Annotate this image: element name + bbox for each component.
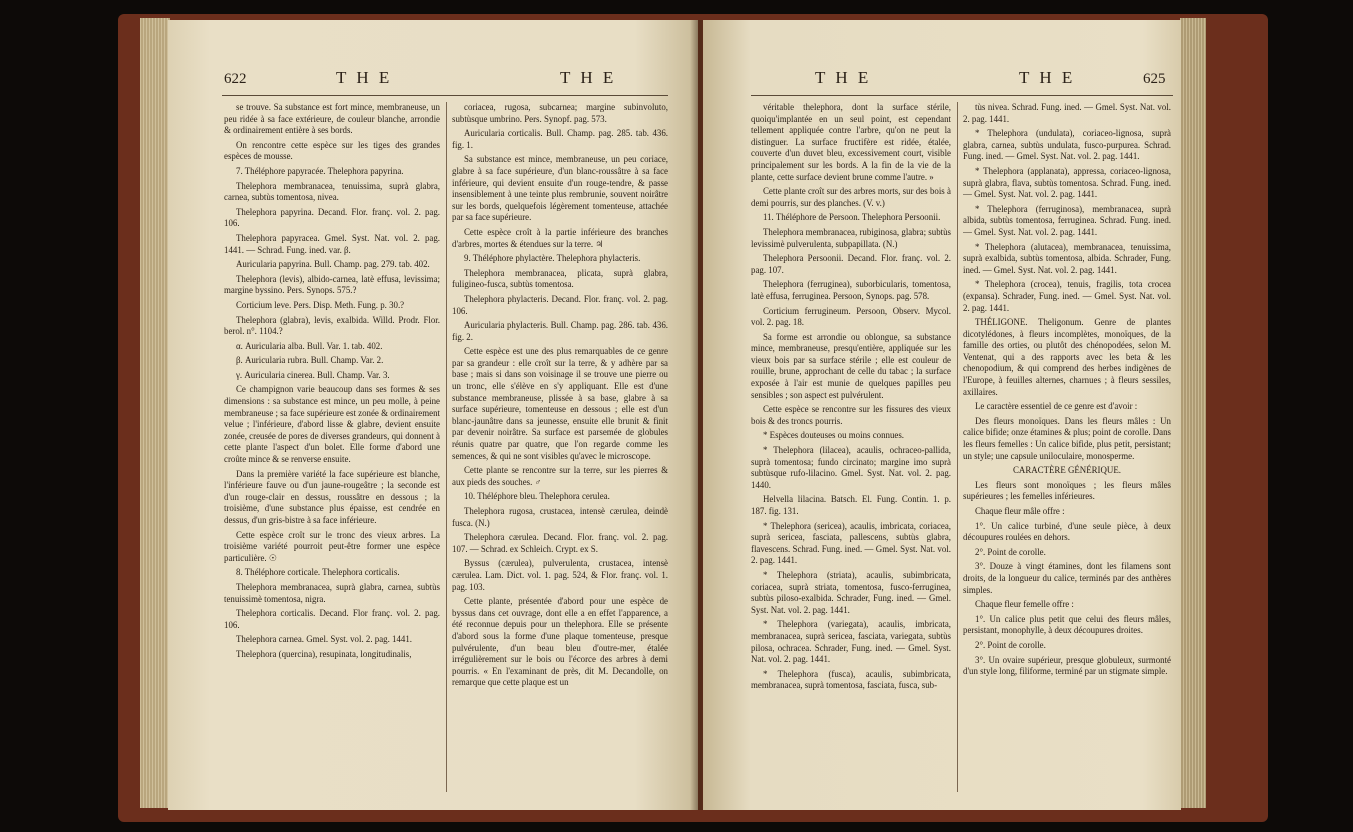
paragraph: Les fleurs sont monoïques ; les fleurs mâles supérieures ; les femelles inférieures.: [963, 479, 1171, 502]
paragraph: Auricularia phylacteris. Bull. Champ. pag. 286. tab. 436. fig. 2.: [452, 320, 668, 342]
paragraph: Chaque fleur femelle offre :: [975, 599, 1074, 610]
paragraph: Sa forme est arrondie ou oblongue, sa substance mince, membraneuse, presqu'entière, appliquée sur les vieux bois par sa surface stérile ; elle est couleur de rouille, brune, approchant de celle du tabac ; la surface exposée à l'air est munie de quelques papilles peu sensibles ; son aspect est pulvérulent.: [751, 331, 951, 400]
paragraph: Sa substance est mince, membraneuse, un peu coriace, glabre à sa face supérieure, d'un blanc-roussâtre à sa face inférieure, qui devient ensuite d'un rouge-tendre, & passe insensiblement à une teinte plus rembrunie, souvent noirâtre sur les bords, quelquefois légèrement tomenteuse, attachée par sa face supérieure.: [452, 154, 668, 223]
paragraph: * Thelephora (striata), acaulis, subimbricata, coriacea, suprà striata, tomentosa, fusco-ferruginea, subtùs piloso-exalbida. Schrader, Fung. ined. — Gmel. Syst. Nat. vol. 2. pag. 1441.: [751, 569, 951, 615]
paragraph: Cette espèce croît à la partie inférieure des branches d'arbres, mortes & étendues sur la terre. ♃: [452, 226, 668, 249]
paragraph: γ. Auricularia cinerea. Bull. Champ. Var. 3.: [236, 369, 390, 380]
paragraph: Auricularia papyrina. Bull. Champ. pag. 279. tab. 402.: [236, 259, 430, 270]
paragraph: Ce champignon varie beaucoup dans ses formes & ses dimensions : sa substance est mince, un peu molle, à peine membraneuse ; sa face supérieure est zonée & ordinairement velue ; l'inférieure, d'abord lisse & glabre, devient ensuite zonée, creusée de pores de diverses grandeurs, qui donnent à cette plante l'aspect d'un bolet. Elle forme d'abord une croûte mince & se renverse ensuite.: [224, 384, 440, 465]
paragraph: * Thelephora (variegata), acaulis, imbricata, membranacea, suprà sericea, fasciata, variegata, subtùs pilosa, ochracea. Schrader, Fung. ined. — Gmel. Syst. Nat. vol. 2. pag. 1441.: [751, 619, 951, 665]
paragraph: 7. Théléphore papyracée. Thelephora papyrina.: [236, 165, 404, 176]
paragraph: Thelephora papyracea. Gmel. Syst. Nat. vol. 2. pag. 1441. — Schrad. Fung. ined. var. β.: [224, 232, 440, 255]
paragraph: * Thelephora (applanata), appressa, coriaceo-lignosa, suprà glabra, flava, subtùs tomentosa. Schrad. Fung. ined. — Gmel. Syst. Nat. vol. 2. pag. 1441.: [963, 165, 1171, 200]
page-edges-left: [140, 18, 170, 808]
paragraph: 1°. Un calice turbiné, d'une seule pièce, à deux découpures roulées en dehors.: [963, 520, 1171, 543]
paragraph: Byssus (cærulea), pulverulenta, crustacea, intensè cærulea. Lam. Dict. vol. 1. pag. 524, & Flor. franç. vol. 1. pag. 103.: [452, 558, 668, 592]
left-heading-b: T H E: [560, 68, 617, 87]
paragraph: 10. Théléphore bleu. Thelephora cerulea.: [464, 491, 610, 502]
paragraph: 3°. Douze à vingt étamines, dont les filamens sont droits, de la longueur du calice, terminés par des anthères simples.: [963, 561, 1171, 595]
paragraph: Thelephora membranacea, plicata, suprà glabra, fuligineo-fusca, subtùs tomentosa.: [452, 267, 668, 290]
paragraph: Cette espèce se rencontre sur les fissures des vieux bois & des troncs pourris.: [751, 404, 951, 426]
paragraph: * Thelephora (fusca), acaulis, subimbricata, membranacea, suprà tomentosa, fasciata, fusca, sub-: [751, 668, 951, 691]
right-column-1: [751, 102, 951, 802]
paragraph: * Thelephora (alutacea), membranacea, tenuissima, suprà exalbida, subtùs tomentosa, albida. Schrader, Fung. ined. — Gmel. Syst. Nat. vol. 2. pag. 1441.: [963, 241, 1171, 275]
right-column-divider: [957, 102, 958, 792]
paragraph: * Espèces douteuses ou moins connues.: [763, 430, 904, 441]
paragraph: Auricularia corticalis. Bull. Champ. pag. 285. tab. 436. fig. 1.: [452, 128, 668, 150]
left-page-number: 622: [224, 71, 247, 87]
paragraph: Cette espèce croît sur le tronc des vieux arbres. La troisième variété pourroit peut-être former une espèce particulière. ☉: [224, 529, 440, 563]
left-column-1: [224, 102, 440, 802]
paragraph: véritable thelephora, dont la surface stérile, quoiqu'implantée en un seul point, est cependant tellement appliquée contre l'arbre, qu'on ne peut la distinguer. La surface fructifère est ridée, étalée, couverte d'un duvet bleu, excessivement court, visible principalement sur les bords. A la fin de la vie de la plante, cette surface devient brune comme l'autre. »: [751, 102, 951, 182]
paragraph: α. Auricularia alba. Bull. Var. 1. tab. 402.: [236, 340, 383, 351]
right-page-number: 625: [1143, 71, 1166, 87]
paragraph: Thelephora (levis), albido-carnea, latè effusa, levissima; margine byssino. Pers. Synops. 575.?: [224, 273, 440, 296]
paragraph: Des fleurs monoïques. Dans les fleurs mâles : Un calice bifide; onze étamines & plus; point de corolle. Dans les fleurs femelles : Un calice bifide, plus petit, persistant; un style; une capsule uniloculaire, monosperme.: [963, 415, 1171, 461]
paragraph: THÉLIGONE. Theligonum. Genre de plantes dicotylédones, à fleurs incomplètes, monoïques, de la famille des orties, ou plutôt des chénopodées, selon M. Ventenat, qui a des rapports avec les beta & les chenopodium, & qui comprend des herbes indigènes de l'Europe, à feuilles alternes, charnues ; à fleurs sessiles, axillaires.: [963, 317, 1171, 397]
left-heading-a: T H E: [336, 68, 393, 87]
right-heading-b: T H E: [1019, 68, 1076, 87]
paragraph: 9. Théléphore phylactère. Thelephora phylacteris.: [464, 253, 641, 264]
paragraph: tùs nivea. Schrad. Fung. ined. — Gmel. Syst. Nat. vol. 2. pag. 1441.: [963, 102, 1171, 124]
paragraph: * Thelephora (crocea), tenuis, fragilis, tota crocea (expansa). Schrader, Fung. ined. — Gmel. Syst. Nat. vol. 2. pag. 1441.: [963, 279, 1171, 313]
right-heading-a: T H E: [815, 68, 872, 87]
paragraph: Thelephora membranacea, suprà glabra, carnea, subtùs tenuissimè tomentosa, nigra.: [224, 581, 440, 604]
paragraph: Helvella lilacina. Batsch. El. Fung. Contin. 1. p. 187. fig. 131.: [751, 494, 951, 516]
paragraph: coriacea, rugosa, subcarnea; margine subinvoluto, subtùsque umbrino. Pers. Synopf. pag. 573.: [452, 102, 668, 124]
paragraph: 8. Théléphore corticale. Thelephora corticalis.: [236, 567, 400, 578]
paragraph: 11. Théléphore de Persoon. Thelephora Persoonii.: [763, 212, 941, 223]
paragraph: 3°. Un ovaire supérieur, presque globuleux, surmonté d'un style long, filiforme, terminé par un stigmate simple.: [963, 654, 1171, 677]
paragraph: 2°. Point de corolle.: [975, 546, 1046, 557]
paragraph: Chaque fleur mâle offre :: [975, 506, 1065, 516]
paragraph: Thelephora papyrina. Decand. Flor. franç. vol. 2. pag. 106.: [224, 206, 440, 229]
paragraph: Thelephora carnea. Gmel. Syst. vol. 2. pag. 1441.: [236, 634, 412, 645]
paragraph: se trouve. Sa substance est fort mince, membraneuse, un peu ridée à sa face extérieure, de couleur blanche, arrondie & ordinairement entière à ses bords.: [224, 102, 440, 136]
paragraph: Cette plante se rencontre sur la terre, sur les pierres & aux pieds des souches. ♂: [452, 465, 668, 487]
paragraph: Thelephora (quercina), resupinata, longitudinalis,: [236, 648, 412, 659]
paragraph: 2°. Point de corolle.: [975, 639, 1046, 650]
paragraph: Thelephora rugosa, crustacea, intensè cærulea, deindè fusca. (N.): [452, 506, 668, 528]
paragraph: Cette plante, présentée d'abord pour une espèce de byssus dans cet ouvrage, dont elle a en effet l'apparence, a été reconnue depuis pour un thelephora. Elle se présente d'abord sous la forme d'une plaque tomenteuse, presque pulvérulente, d'un beau bleu d'outre-mer, étalée irrégulièrement sur le bois ou l'écorce des arbres à demi pourris. « En l'examinant de près, dit M. Decandolle, on remarque que cette plaque est un: [452, 596, 668, 688]
paragraph: β. Auricularia rubra. Bull. Champ. Var. 2.: [236, 355, 384, 366]
paragraph: Thelephora phylacteris. Decand. Flor. franç. vol. 2. pag. 106.: [452, 293, 668, 316]
right-page: [703, 20, 1181, 810]
paragraph: Cette espèce est une des plus remarquables de ce genre par sa grandeur : elle croît sur la terre, & y adhère par sa base ; mais si dans son voisinage il se trouve une pierre ou un tronc, elle s'élève en s'y appliquant. Elle est d'une substance membraneuse, plissée à sa base, glabre à sa surface supérieure, tomenteuse en dessous ; elle est d'un blanc-jaunâtre dans sa jeunesse, ensuite elle brunit & finit par devenir noirâtre. Sa surface est parsemée de globules réunis quatre par quatre, que l'on regarde comme les semences, & qui ne sont visibles qu'avec le microscope.: [452, 346, 668, 461]
paragraph: CARACTÈRE GÉNÉRIQUE.: [1013, 465, 1121, 476]
paragraph: * Thelephora (lilacea), acaulis, ochraceo-pallida, suprà tomentosa; fundo circinato; margine imo suprà subtùsque rufo-lilacino. Gmel. Syst. Nat. vol. 2. pag. 1440.: [751, 445, 951, 490]
paragraph: Corticium leve. Pers. Disp. Meth. Fung. p. 30.?: [236, 299, 405, 310]
left-page: [168, 20, 698, 810]
right-header-rule: [751, 95, 1173, 96]
paragraph: Dans la première variété la face supérieure est blanche, l'inférieure fauve ou d'un jaune-rougeâtre ; la seconde est d'un rouge-clair en dessus, roussâtre en dessous ; la troisième, d'une substance plus épaisse, est cendrée en dessus, d'un gris-bistre à sa face inférieure.: [224, 468, 440, 525]
paragraph: Thelephora (ferruginea), suborbicularis, tomentosa, latè effusa, ferruginea. Persoon, Synops. pag. 578.: [751, 279, 951, 301]
paragraph: On rencontre cette espèce sur les tiges des grandes espèces de mousse.: [224, 139, 440, 162]
paragraph: * Thelephora (ferruginosa), membranacea, suprà albida, subtùs tomentosa, ferruginea. Schrad. Fung. ined. — Gmel. Syst. Nat. vol. 2. pag. 1441.: [963, 203, 1171, 237]
paragraph: Thelephora membranacea, rubiginosa, glabra; subtùs levissimè pulverulenta, subpapillata. (N.): [751, 226, 951, 249]
paragraph: * Thelephora (sericea), acaulis, imbricata, coriacea, suprà sericea, fasciata, pallescens, subtùs glabra, flavescens. Schrad. Fung. ined. — Gmel. Syst. Nat. vol. 2. pag. 1441.: [751, 520, 951, 566]
paragraph: Thelephora (glabra), levis, exalbida. Willd. Prodr. Flor. berol. n°. 1104.?: [224, 314, 440, 337]
page-edges-right: [1180, 18, 1206, 808]
left-header-rule: [222, 95, 668, 96]
left-column-divider: [446, 102, 447, 792]
paragraph: Le caractère essentiel de ce genre est d'avoir :: [975, 401, 1138, 412]
left-column-2: [452, 102, 668, 802]
paragraph: Thelephora Persoonii. Decand. Flor. franç. vol. 2. pag. 107.: [751, 253, 951, 275]
paragraph: Corticium ferrugineum. Persoon, Observ. Mycol. vol. 2. pag. 18.: [751, 305, 951, 328]
paragraph: Thelephora membranacea, tenuissima, suprà glabra, carnea, subtùs tomentosa, nivea.: [224, 180, 440, 203]
paragraph: * Thelephora (undulata), coriaceo-lignosa, suprà glabra, carnea, subtùs undulata, fusco-purpurea. Schrad. Fung. ined. — Gmel. Syst. Nat. vol. 2. pag. 1441.: [963, 128, 1171, 162]
right-column-2: [963, 102, 1171, 802]
paragraph: Thelephora cærulea. Decand. Flor. franç. vol. 2. pag. 107. — Schrad. ex Schleich. Crypt. ex S.: [452, 532, 668, 554]
paragraph: 1°. Un calice plus petit que celui des fleurs mâles, persistant, monophylle, à deux découpures droites.: [963, 613, 1171, 636]
paragraph: Thelephora corticalis. Decand. Flor franç. vol. 2. pag. 106.: [224, 608, 440, 630]
paragraph: Cette plante croît sur des arbres morts, sur des bois à demi pourris, sur des planches. (V. v.): [751, 186, 951, 208]
